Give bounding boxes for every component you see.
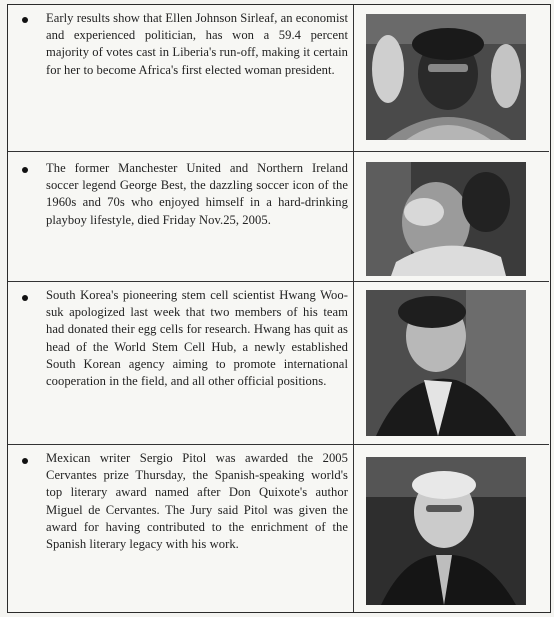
news-item-text: Mexican writer Sergio Pitol was awarded the 2005 Cervantes prize Thursday, the Spanish-speaking world's top literary award named after Don Quixote's author Miguel de Cervantes. The Jury said Pitol was given the award for having contributed to the enrichment of the Spanish literary legacy with his work.: [46, 451, 348, 552]
news-item-row: [8, 151, 549, 281]
news-item-text: South Korea's pioneering stem cell scientist Hwang Woo-suk apologized last week that two members of his team had donated their egg cells for research. Hwang has quit as head of the World Stem Cell Hub, a newly established South Korean agency aiming to promote international cooperation in the field, and all other official positions.: [46, 288, 348, 389]
bullet-icon: [22, 295, 28, 301]
news-item-text-cell: [8, 152, 354, 281]
bullet-icon: [22, 167, 28, 173]
news-item-row: [8, 5, 549, 151]
bullet-icon: [22, 458, 28, 464]
news-item-text: Early results show that Ellen Johnson Sirleaf, an economist and experienced politician, has won a 59.4 percent majority of votes cast in Liberia's run-off, making it certain for her to become Africa's first elected woman president.: [46, 11, 348, 77]
news-item-text-cell: [8, 445, 354, 612]
portrait-photo: [366, 162, 526, 276]
bullet-icon: [22, 17, 28, 23]
news-item-text: The former Manchester United and Northern Ireland soccer legend George Best, the dazzling soccer icon of the 1960s and 70s who enjoyed himself in a hard-drinking playboy lifestyle, died Friday Nov.25, 2005.: [46, 161, 348, 227]
portrait-photo: [366, 457, 526, 605]
news-item-row: [8, 444, 549, 612]
news-item-text-cell: [8, 282, 354, 444]
portrait-photo: [366, 290, 526, 436]
news-item-text-cell: [8, 5, 354, 151]
news-items-table: [7, 4, 551, 613]
news-item-row: [8, 281, 549, 444]
portrait-photo: [366, 14, 526, 140]
